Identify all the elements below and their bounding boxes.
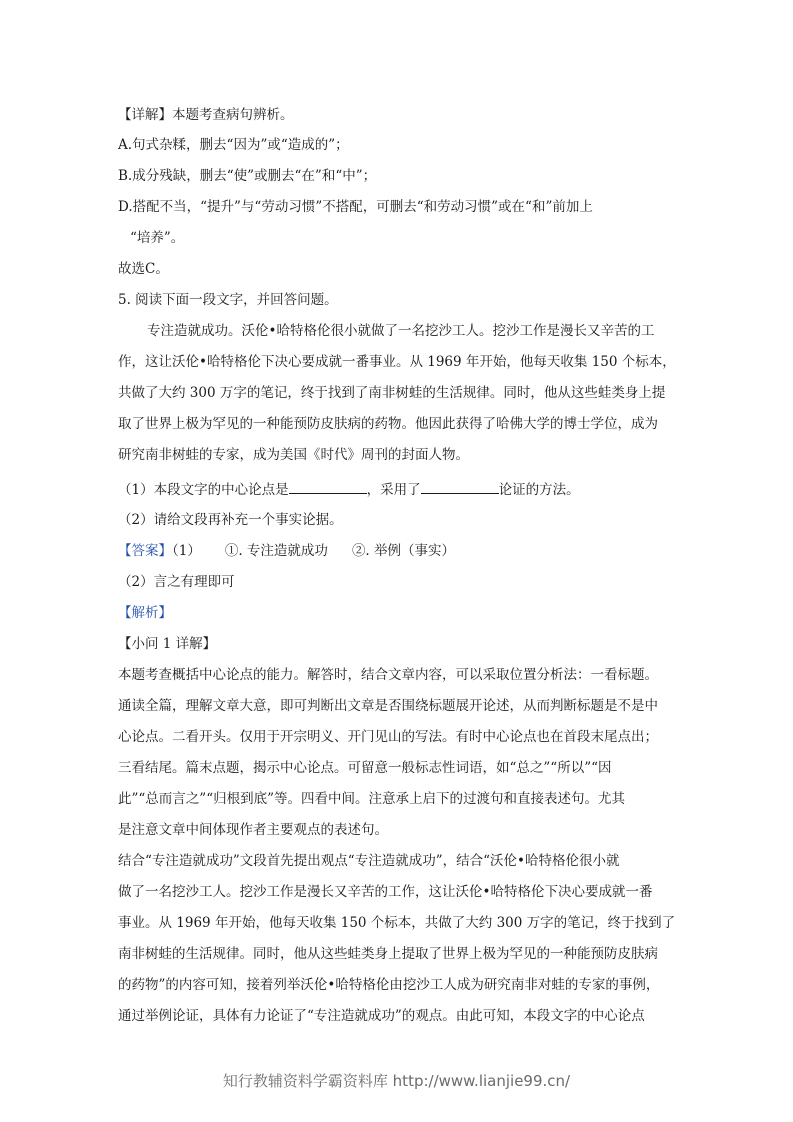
option-d-continuation: “培养”。	[130, 230, 185, 246]
analysis-paragraph-line: 结合“专注造就成功”文段首先提出观点“专注造就成功”，结合“沃伦•哈特格伦很小就	[118, 853, 620, 869]
analysis-paragraph-line: 心论点。二看开头。仅用于开宗明义、开门见山的写法。有时中心论点也在首段末尾点出；	[118, 729, 658, 745]
sub-question-1-prefix: （1）本段文字的中心论点是	[118, 482, 289, 498]
sub-question-1	[118, 479, 580, 500]
passage-line: 研究南非树蛙的专家，成为美国《时代》周刊的封面人物。	[118, 447, 469, 463]
sub-question-1-middle: ，采用了	[366, 482, 421, 498]
option-d-explanation: D.搭配不当，“提升”与“劳动习惯”不搭配，可删去“和劳动习惯”或在“和”前加上	[118, 199, 593, 215]
answer-blank-2	[421, 479, 499, 494]
analysis-paragraph-line: 事业。从 1969 年开始，他每天收集 150 个标本，共做了大约 300 万字的笔记，终于找到了	[118, 915, 676, 931]
detail-heading: 【详解】本题考查病句辨析。	[118, 107, 294, 123]
passage-line: 取了世界上极为罕见的一种能预防皮肤病的药物。他因此获得了哈佛大学的博士学位，成为	[118, 416, 658, 432]
analysis-paragraph-line: 通过举例论证，具体有力论证了“专注造就成功”的观点。由此可知，本段文字的中心论点	[118, 1008, 645, 1024]
answer-tag: 【答案】	[118, 543, 172, 559]
analysis-paragraph-line: 通读全篇，理解文章大意，即可判断出文章是否围绕标题展开论述，从而判断标题是不是中	[118, 698, 658, 714]
sub-question-1-detail-heading: 【小问 1 详解】	[118, 636, 217, 652]
answer-item-1: ①. 专注造就成功	[224, 543, 328, 559]
analysis-paragraph-line: 南非树蛙的生活规律。同时，他从这些蛙类身上提取了世界上极为罕见的一种能预防皮肤病	[118, 946, 658, 962]
choice-conclusion: 故选C。	[118, 261, 169, 277]
passage-line: 专注造就成功。沃伦•哈特格伦很小就做了一名挖沙工人。挖沙工作是漫长又辛苦的工	[147, 323, 655, 339]
passage-line: 作，这让沃伦•哈特格伦下决心要成就一番事业。从 1969 年开始，他每天收集 150 个标本，	[118, 354, 676, 370]
analysis-tag: 【解析】	[118, 605, 172, 621]
analysis-paragraph-line: 三看结尾。篇末点题，揭示中心论点。可留意一般标志性词语，如“总之”“所以”“因	[118, 760, 612, 776]
option-b-explanation: B.成分残缺，删去“使”或删去“在”和“中”；	[118, 168, 377, 184]
answer-part-1-label: （1）	[172, 543, 201, 559]
analysis-paragraph-line: 的药物”的内容可知，接着列举沃伦•哈特格伦由挖沙工人成为研究南非对蛙的专家的事例，	[118, 977, 660, 993]
answer-item-2: ②. 举例（事实）	[351, 543, 456, 559]
footer-watermark: 知行教辅资料学霸资料库 http://www.lianjie99.cn/	[222, 1072, 571, 1090]
analysis-paragraph-line: 做了一名挖沙工人。挖沙工作是漫长又辛苦的工作，这让沃伦•哈特格伦下决心要成就一番	[118, 884, 653, 900]
sub-question-2: （2）请给文段再补充一个事实论据。	[118, 512, 343, 528]
analysis-paragraph-line: 此”“总而言之”“归根到底”等。四看中间。注意承上启下的过渡句和直接表述句。尤其	[118, 791, 626, 807]
passage-line: 共做了大约 300 万字的笔记，终于找到了南非树蛙的生活规律。同时，他从这些蛙类身上提	[118, 385, 666, 401]
answer-line	[118, 541, 455, 561]
option-a-explanation: A.句式杂糅，删去“因为”或“造成的”；	[118, 137, 349, 153]
analysis-paragraph-line: 本题考查概括中心论点的能力。解答时，结合文章内容，可以采取位置分析法：一看标题。	[118, 667, 658, 683]
sub-question-1-suffix: 论证的方法。	[498, 482, 580, 498]
analysis-paragraph-line: 是注意文章中间体现作者主要观点的表述句。	[118, 822, 388, 838]
answer-part-2: （2）言之有理即可	[118, 574, 235, 590]
answer-blank-1	[289, 479, 367, 494]
question-5-stem: 5. 阅读下面一段文字，并回答问题。	[118, 292, 338, 308]
